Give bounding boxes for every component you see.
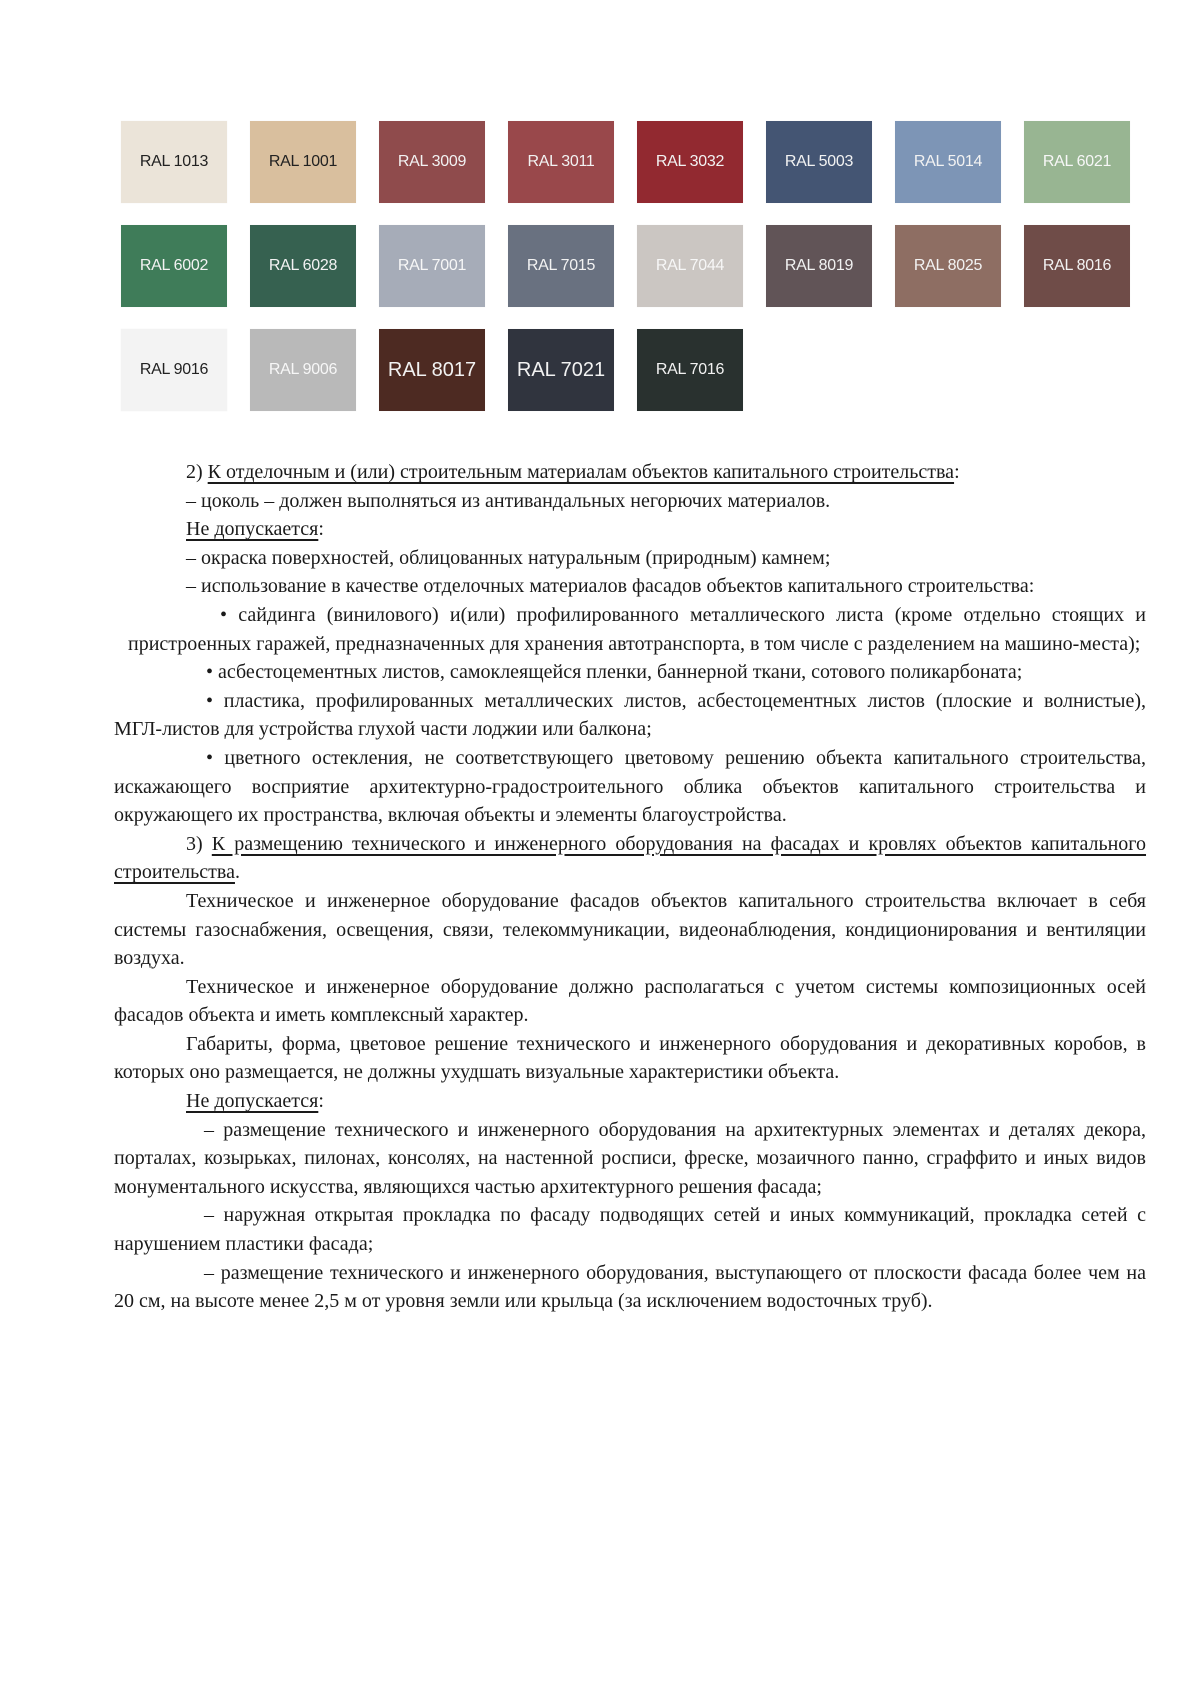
swatch-label: RAL 9016 — [139, 361, 209, 378]
color-swatch-ral-9016 — [121, 329, 227, 411]
equipment-dimensions-paragraph: Габариты, форма, цветовое решение технического и инженерного оборудования и декоративных коробов, в которых оно размещается, не должны ухудшать визуальные характеристики объекта. — [114, 1032, 1146, 1084]
swatch-label: RAL 8025 — [913, 257, 983, 274]
color-swatch-ral-8025 — [895, 225, 1001, 307]
swatch-label: RAL 9006 — [268, 361, 338, 378]
plinth-requirement: – цоколь – должен выполняться из антивандальных негорючих материалов. — [186, 489, 831, 512]
color-swatch-ral-3009 — [379, 121, 485, 203]
color-swatch-ral-6002 — [121, 225, 227, 307]
section-3-not-allowed-label — [114, 1087, 1146, 1116]
section-2-number: 2) — [186, 461, 203, 483]
protruding-equipment-prohibition: – размещение технического и инженерного оборудования, выступающего от плоскости фасада более чем на 20 см, на высоте менее 2,5 м от уровня земли или крыльца (за исключением водосточных труб). — [114, 1261, 1146, 1313]
color-swatch-ral-5014 — [895, 121, 1001, 203]
swatch-label: RAL 8019 — [784, 257, 854, 274]
color-swatch-ral-9006 — [250, 329, 356, 411]
swatch-label: RAL 7044 — [655, 257, 725, 274]
ral-color-swatch-grid — [121, 121, 1132, 411]
stone-painting-prohibition: – окраска поверхностей, облицованных натуральным (природным) камнем; — [186, 546, 831, 569]
not-allowed-colon: : — [318, 1090, 324, 1113]
swatch-label: RAL 7021 — [516, 358, 606, 381]
swatch-label: RAL 1013 — [139, 153, 209, 170]
section-3-heading-period: . — [234, 861, 240, 884]
swatch-label: RAL 7001 — [397, 257, 467, 274]
color-swatch-ral-7021 — [508, 329, 614, 411]
color-swatch-ral-6028 — [250, 225, 356, 307]
color-swatch-ral-1001 — [250, 121, 356, 203]
document-text — [114, 458, 1146, 1316]
equipment-location-paragraph: Техническое и инженерное оборудование должно располагаться с учетом системы композиционных осей фасадов объекта и иметь комплексный характер. — [114, 975, 1146, 1027]
swatch-label: RAL 6002 — [139, 257, 209, 274]
swatch-label: RAL 8017 — [387, 358, 477, 381]
color-swatch-ral-8019 — [766, 225, 872, 307]
siding-bullet: • сайдинга (винилового) и(или) профилированного металлического листа (кроме отдельно стоящих и пристроенных гаражей, предназначенных для хранения автотранспорта, в том числе с разделением на машино-места); — [128, 603, 1146, 655]
color-swatch-ral-6021 — [1024, 121, 1130, 203]
section-2-heading-colon: : — [954, 461, 960, 483]
color-swatch-ral-8017 — [379, 329, 485, 411]
not-allowed-colon: : — [318, 518, 324, 541]
swatch-label: RAL 6021 — [1042, 153, 1112, 170]
color-swatch-ral-7001 — [379, 225, 485, 307]
glazing-bullet: • цветного остекления, не соответствующего цветовому решению объекта капитального строительства, искажающего восприятие архитектурно-градостроительного облика объектов капитального строительства и окружающего их пространства, включая объекты и элементы благоустройства. — [114, 746, 1146, 827]
open-wiring-prohibition: – наружная открытая прокладка по фасаду подводящих сетей и иных коммуникаций, прокладка сетей с нарушением пластики фасада; — [114, 1204, 1146, 1256]
section-2-heading-text: К отделочным и (или) строительным материалам объектов капитального строительства — [207, 461, 955, 483]
color-swatch-ral-8016 — [1024, 225, 1130, 307]
not-allowed-text: Не допускается — [186, 1090, 319, 1113]
color-swatch-ral-5003 — [766, 121, 872, 203]
section-3-number: 3) — [186, 832, 203, 855]
section-2-heading — [114, 458, 1146, 487]
color-swatch-ral-7015 — [508, 225, 614, 307]
facade-materials-prohibition: – использование в качестве отделочных материалов фасадов объектов капитального строительства: — [186, 575, 1035, 598]
decor-placement-prohibition: – размещение технического и инженерного оборудования на архитектурных элементах и деталях декора, порталах, козырьках, пилонах, консолях, на настенной росписи, фреске, мозаичного панно, сграффито и иных видов монументального искусства, являющихся частью архитектурного решения фасада; — [114, 1118, 1146, 1198]
swatch-label: RAL 8016 — [1042, 257, 1112, 274]
swatch-label: RAL 5014 — [913, 153, 983, 170]
color-swatch-ral-3032 — [637, 121, 743, 203]
color-swatch-ral-7016 — [637, 329, 743, 411]
plastic-bullet: • пластика, профилированных металлических листов, асбестоцементных листов (плоские и волнистые), МГЛ-листов для устройства глухой части лоджии или балкона; — [114, 689, 1146, 741]
swatch-label: RAL 3032 — [655, 153, 725, 170]
swatch-label: RAL 6028 — [268, 257, 338, 274]
swatch-label: RAL 3009 — [397, 153, 467, 170]
swatch-label: RAL 1001 — [268, 153, 338, 170]
section-3-heading-text: К размещению технического и инженерного оборудования на фасадах и кровлях объектов капитального строительства — [114, 832, 1147, 884]
asbestos-bullet: • асбестоцементных листов, самоклеящейся пленки, баннерной ткани, сотового поликарбоната; — [206, 661, 1023, 684]
color-swatch-ral-1013 — [121, 121, 227, 203]
section-3-heading — [114, 830, 1146, 887]
swatch-label: RAL 7015 — [526, 257, 596, 274]
section-2-not-allowed-label — [114, 515, 1146, 544]
swatch-label: RAL 7016 — [655, 361, 725, 378]
color-swatch-ral-3011 — [508, 121, 614, 203]
not-allowed-text: Не допускается — [186, 518, 319, 541]
equipment-includes-paragraph: Техническое и инженерное оборудование фасадов объектов капитального строительства включает в себя системы газоснабжения, освещения, связи, телекоммуникации, видеонаблюдения, кондиционирования и вентиляции воздуха. — [114, 889, 1146, 970]
swatch-label: RAL 3011 — [527, 153, 595, 170]
swatch-label: RAL 5003 — [784, 153, 854, 170]
color-swatch-ral-7044 — [637, 225, 743, 307]
